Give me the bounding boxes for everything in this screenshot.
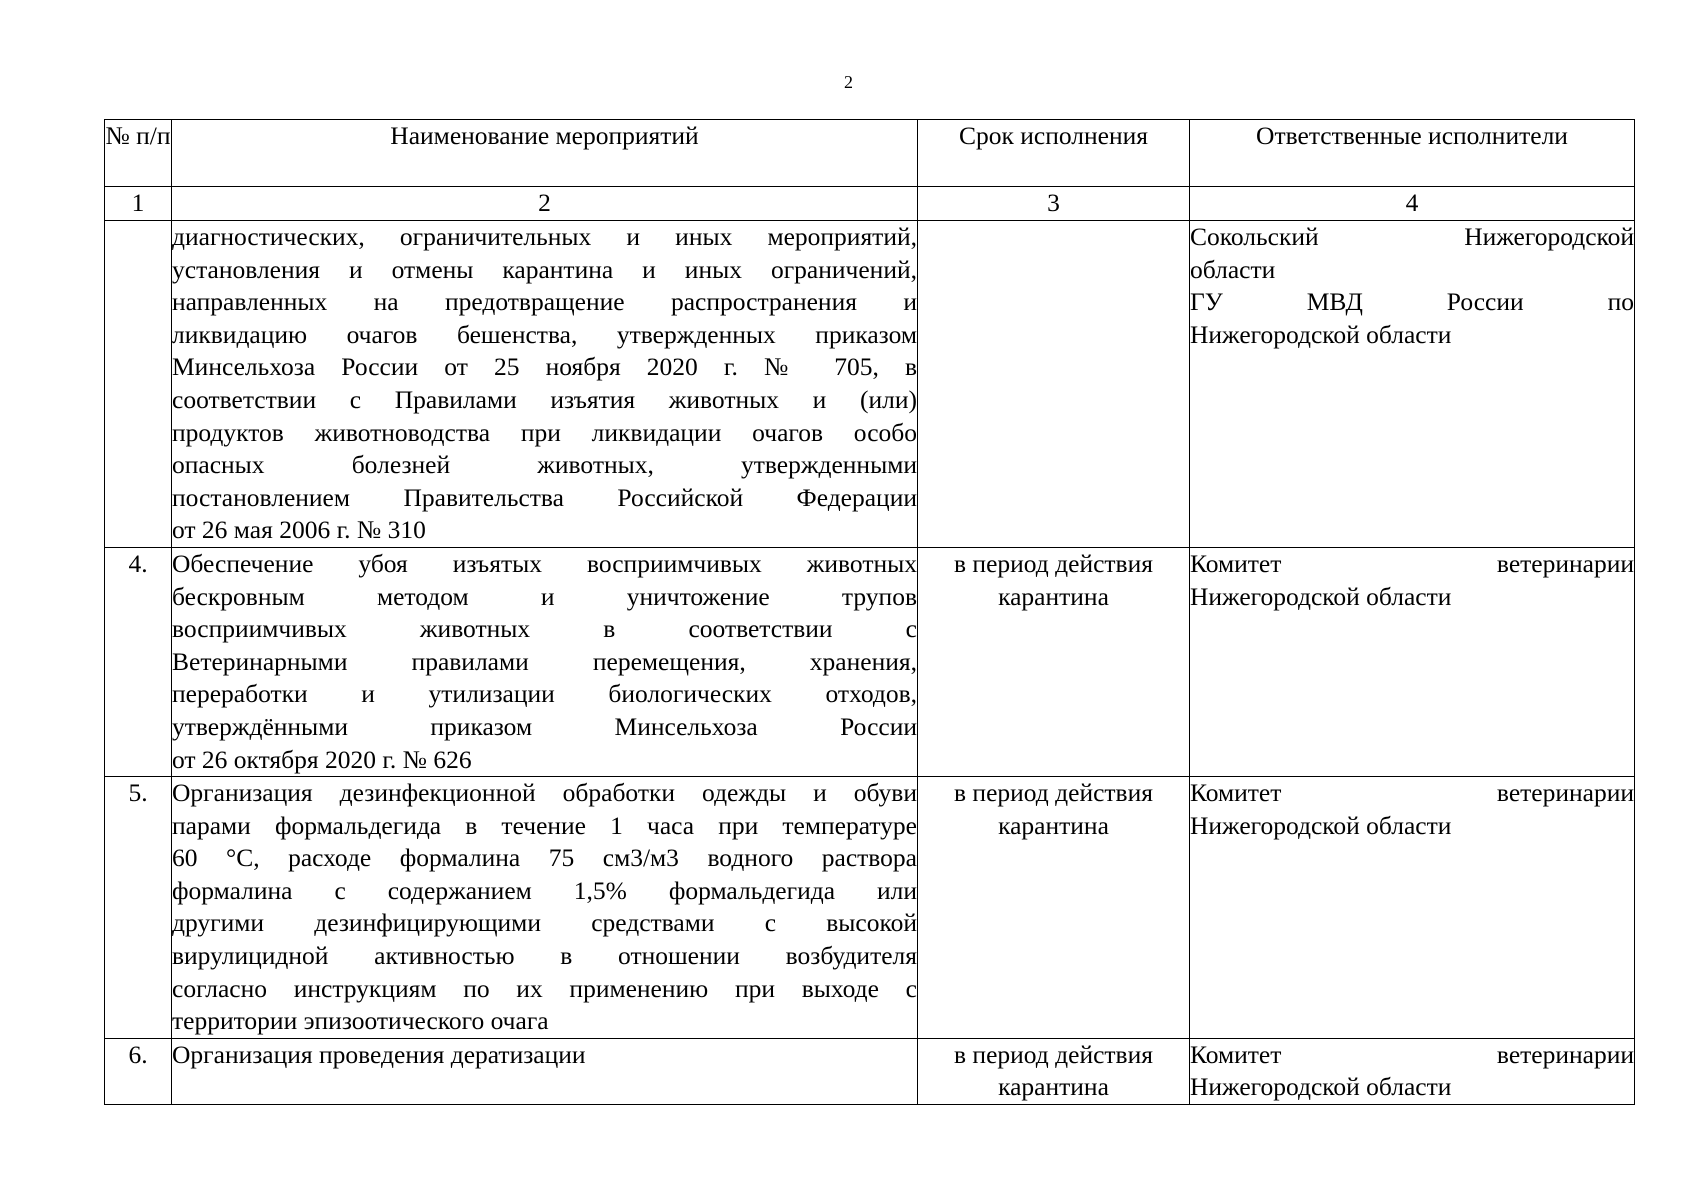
responsible-executors [1190,1038,1635,1104]
header-name: Наименование мероприятий [172,120,918,187]
execution-term [918,547,1190,776]
header-num: № п/п [105,120,172,187]
responsible-executors-line: Комитет ветеринарии [1190,778,1634,808]
responsible-executors-line: ГУ МВД России по [1190,287,1634,317]
table-row [105,1038,1635,1104]
measure-description-line: утверждёнными приказом Минсельхоза России [172,711,917,741]
measure-description-line: диагностических, ограничительных и иных мероприятий, [172,222,917,251]
measure-description-line: постановлением Правительства Российской Федерации [172,482,917,512]
measure-description-line: переработки и утилизации биологических отходов, [172,679,917,709]
responsible-executors [1190,221,1635,548]
header-row [105,120,1635,187]
execution-term-line: карантина [998,1072,1109,1102]
measure-description [172,777,918,1039]
column-number: 1 [105,187,172,221]
measure-description-line: направленных на предотвращение распространения и [172,287,917,317]
responsible-executors-line: области [1190,254,1276,284]
measure-description-line: парами формальдегида в течение 1 часа при температуре [172,810,917,840]
execution-term-line: карантина [998,581,1109,611]
measure-description-line: продуктов животноводства при ликвидации очагов особо [172,417,917,447]
execution-term-line: карантина [998,810,1109,840]
measure-description-line: Организация проведения дератизации [172,1039,586,1069]
measure-description-line: Обеспечение убоя изъятых восприимчивых животных [172,548,917,578]
row-number: 6. [105,1038,172,1104]
measure-description-line: соответствии с Правилами изъятия животных и (или) [172,384,917,414]
table-row [105,547,1635,776]
column-number: 2 [172,187,918,221]
table-row [105,221,1635,548]
measure-description-line: вирулицидной активностью в отношении возбудителя [172,941,917,971]
responsible-executors-line: Нижегородской области [1190,319,1452,349]
measure-description-line: Организация дезинфекционной обработки одежды и обуви [172,778,917,808]
execution-term [918,221,1190,548]
header-term: Срок исполнения [918,120,1190,187]
responsible-executors-line: Комитет ветеринарии [1190,548,1634,578]
responsible-executors-line: Нижегородской области [1190,1072,1452,1102]
execution-term [918,1038,1190,1104]
execution-term-line: в период действия [954,1039,1153,1069]
measures-table [104,119,1635,1105]
responsible-executors-line: Комитет ветеринарии [1190,1039,1634,1069]
measure-description-line: установления и отмены карантина и иных ограничений, [172,254,917,284]
column-number: 3 [918,187,1190,221]
column-number-row [105,187,1635,221]
table-body [105,221,1635,1105]
measure-description [172,547,918,776]
measure-description [172,221,918,548]
measure-description-line: от 26 мая 2006 г. № 310 [172,515,426,545]
responsible-executors [1190,547,1635,776]
header-responsible: Ответственные исполнители [1190,120,1635,187]
measure-description-line: Ветеринарными правилами перемещения, хранения, [172,646,917,676]
measure-description-line: 60 °С, расходе формалина 75 см3/м3 водного раствора [172,843,917,873]
measure-description-line: территории эпизоотического очага [172,1006,549,1036]
measure-description-line: восприимчивых животных в соответствии с [172,614,917,644]
column-number: 4 [1190,187,1635,221]
row-number [105,221,172,548]
responsible-executors-line: Сокольский Нижегородской [1190,222,1634,251]
page-number: 2 [844,72,853,92]
execution-term-line: в период действия [954,778,1153,808]
measure-description-line: от 26 октября 2020 г. № 626 [172,744,472,774]
measure-description-line: опасных болезней животных, утвержденными [172,450,917,480]
measure-description-line: бескровным методом и уничтожение трупов [172,581,917,611]
responsible-executors-line: Нижегородской области [1190,810,1452,840]
measure-description [172,1038,918,1104]
row-number: 4. [105,547,172,776]
row-number: 5. [105,777,172,1039]
measure-description-line: Минсельхоза России от 25 ноября 2020 г. № 705, в [172,352,917,382]
measure-description-line: согласно инструкциям по их применению при выходе с [172,973,917,1003]
table-row [105,777,1635,1039]
measure-description-line: ликвидацию очагов бешенства, утвержденных приказом [172,319,917,349]
responsible-executors-line: Нижегородской области [1190,581,1452,611]
execution-term [918,777,1190,1039]
responsible-executors [1190,777,1635,1039]
measure-description-line: другими дезинфицирующими средствами с высокой [172,908,917,938]
measure-description-line: формалина с содержанием 1,5% формальдегида или [172,875,917,905]
execution-term-line: в период действия [954,548,1153,578]
